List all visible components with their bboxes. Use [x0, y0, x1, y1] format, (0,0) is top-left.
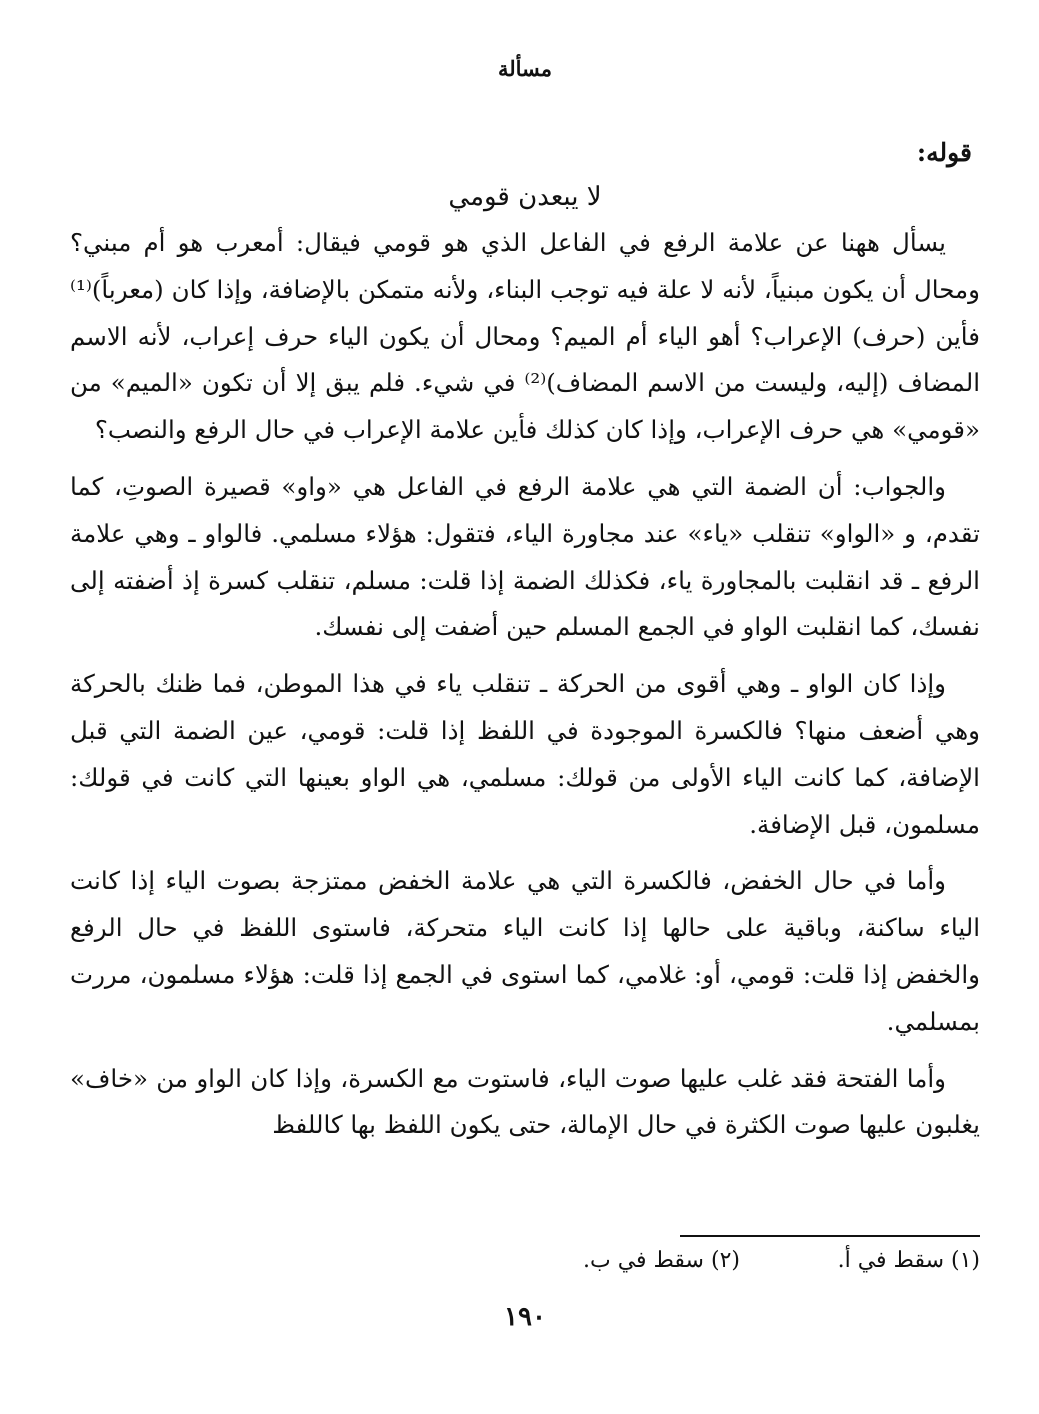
verse-line: لا يبعدن قومي [448, 182, 602, 212]
running-head: مسألة [497, 56, 553, 81]
paragraph: وأما الفتحة فقد غلب عليها صوت الياء، فاستوت مع الكسرة، وإذا كان الواو من «خاف» يغلبون عليها صوت الكثرة في حال الإمالة، حتى يكون اللفظ بها كاللفظ [70, 1063, 980, 1140]
footnote-divider [680, 1235, 980, 1237]
paragraph: وإذا كان الواو ـ وهي أقوى من الحركة ـ تنقلب ياء في هذا الموطن، فما ظنك بالحركة وهي أضعف منها؟ فالكسرة الموجودة في اللفظ إذا قلت: قومي، عين الضمة التي قبل الإضافة، كما كانت الياء الأولى من قولك: مسلمي، هي الواو بعينها التي كانت في قولك: مسلمون، قبل الإضافة. [70, 669, 980, 839]
footnotes [70, 1248, 980, 1273]
footnote: (١) سقط في أ. [837, 1248, 980, 1273]
intro-label: قوله: [916, 138, 972, 167]
body-text [70, 220, 980, 1149]
paragraph: وأما في حال الخفض، فالكسرة التي هي علامة الخفض ممتزجة بصوت الياء إذا كانت الياء ساكنة، وباقية على حالها إذا كانت الياء متحركة، فاستوى اللفظ في حال الرفع والخفض إذا قلت: قومي، أو: غلامي، كما استوى في الجمع إذا قلت: هؤلاء مسلمون، مررت بمسلمي. [70, 866, 980, 1036]
footnote: (٢) سقط في ب. [583, 1248, 740, 1273]
page-number: ١٩٠ [504, 1302, 546, 1332]
document-page [70, 50, 980, 1390]
paragraph: والجواب: أن الضمة التي هي علامة الرفع في الفاعل هي «واو» قصيرة الصوتِ، كما تقدم، و «الواو» تنقلب «ياء» عند مجاورة الياء، فتقول: هؤلاء مسلمي. فالواو ـ وهي علامة الرفع ـ قد انقلبت بالمجاورة ياء، فكذلك الضمة إذا قلت: مسلم، تنقلب كسرة إذ أضفته إلى نفسك، كما انقلبت الواو في الجمع المسلم حين أضفت إلى نفسك. [70, 471, 980, 642]
paragraph: يسأل ههنا عن علامة الرفع في الفاعل الذي هو قومي فيقال: أمعرب هو أم مبني؟ ومحال أن يكون مبنياً، لأنه لا علة فيه توجب البناء، ولأنه متمكن بالإضافة، وإذا كان (معرباً)⁽¹⁾ فأين (حرف) الإعراب؟ أهو الياء أم الميم؟ ومحال أن يكون الياء حرف إعراب، لأنه الاسم المضاف (إليه، وليست من الاسم المضاف)⁽²⁾ في شيء. فلم يبق إلا أن تكون «الميم» من «قومي» هي حرف الإعراب، وإذا كان كذلك فأين علامة الإعراب في حال الرفع والنصب؟ [70, 228, 980, 445]
